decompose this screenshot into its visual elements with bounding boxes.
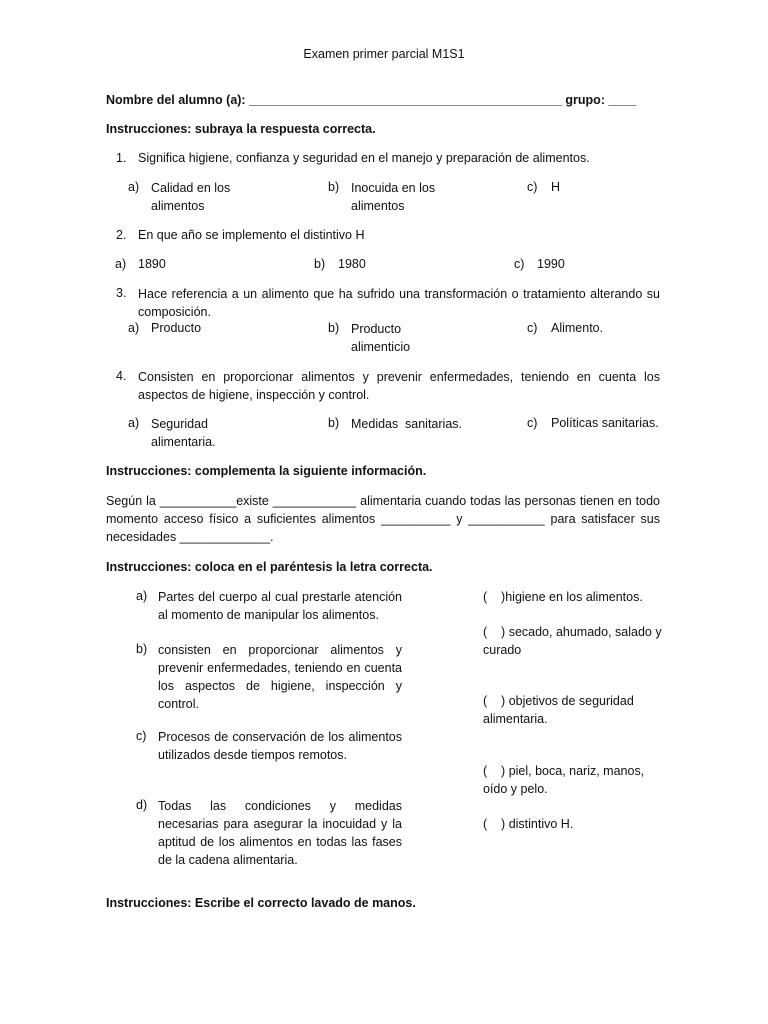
match-item-d: Todas las condiciones y medidas necesarias para asegurar la inocuidad y la aptitud de los alimentos en todas las fases de la cadena alimentaria. <box>158 799 402 867</box>
name-label: Nombre del alumno (a): <box>106 93 246 107</box>
q1-option-a-letter: a) <box>128 180 140 194</box>
student-name-line <box>106 93 636 107</box>
q4-option-b[interactable]: Medidas sanitarias. <box>351 417 462 431</box>
q2-option-b-letter: b) <box>314 257 326 271</box>
match-item-a: Partes del cuerpo al cual prestarle atención al momento de manipular los alimentos. <box>158 590 402 622</box>
group-blank[interactable]: ____ <box>608 93 637 107</box>
match-answer-3[interactable]: ( ) objetivos de seguridad alimentaria. <box>483 694 638 726</box>
section2-instructions: Instrucciones: complementa la siguiente información. <box>106 464 427 478</box>
q3-option-a[interactable]: Producto <box>151 321 202 335</box>
question-2-number: 2. <box>116 228 127 242</box>
match-answer-2[interactable]: ( ) secado, ahumado, salado y curado <box>483 625 666 657</box>
match-item-c: Procesos de conservación de los alimentos utilizados desde tiempos remotos. <box>158 730 402 762</box>
q4-option-a[interactable]: Seguridad alimentaria. <box>151 417 216 449</box>
question-4-text: Consisten en proporcionar alimentos y prevenir enfermedades, teniendo en cuenta los aspectos de higiene, inspección y control. <box>138 370 660 402</box>
match-item-c-letter: c) <box>136 729 147 743</box>
q1-option-a[interactable]: Calidad en los alimentos <box>151 181 231 213</box>
q4-option-b-letter: b) <box>328 416 340 430</box>
q2-option-b[interactable]: 1980 <box>338 257 366 271</box>
q4-option-c-letter: c) <box>527 416 538 430</box>
name-blank[interactable]: _____________________________________________ <box>249 93 562 107</box>
match-item-a-letter: a) <box>136 589 148 603</box>
section4-instructions: Instrucciones: Escribe el correcto lavado de manos. <box>106 896 416 910</box>
q1-option-b-letter: b) <box>328 180 340 194</box>
q3-option-a-letter: a) <box>128 321 140 335</box>
match-answer-4[interactable]: ( ) piel, boca, nariz, manos, oído y pelo. <box>483 764 648 796</box>
match-item-b-letter: b) <box>136 642 148 656</box>
q2-option-a-letter: a) <box>115 257 127 271</box>
match-answer-5[interactable]: ( ) distintivo H. <box>483 817 574 831</box>
q3-option-c[interactable]: Alimento. <box>551 321 604 335</box>
fill-in-paragraph[interactable]: Según la ___________existe ____________ alimentaria cuando todas las personas tienen en todo momento acceso físico a suficientes alimentos __________ y ___________ para satisfacer sus necesidades _____________. <box>106 494 660 544</box>
q4-option-a-letter: a) <box>128 416 140 430</box>
match-item-b: consisten en proporcionar alimentos y prevenir enfermedades, teniendo en cuenta los aspectos de higiene, inspección y control. <box>158 643 402 711</box>
question-1-number: 1. <box>116 151 127 165</box>
q1-option-c[interactable]: H <box>551 180 561 194</box>
question-1-text: Significa higiene, confianza y seguridad en el manejo y preparación de alimentos. <box>138 151 590 165</box>
page-title: Examen primer parcial M1S1 <box>303 47 465 61</box>
q2-option-c-letter: c) <box>514 257 525 271</box>
q3-option-b-letter: b) <box>328 321 340 335</box>
q3-option-c-letter: c) <box>527 321 538 335</box>
q4-option-c[interactable]: Políticas sanitarias. <box>551 416 659 430</box>
group-label: grupo: <box>565 93 605 107</box>
question-3-text: Hace referencia a un alimento que ha sufrido una transformación o tratamiento alterando su composición. <box>138 287 660 319</box>
match-answer-1[interactable]: ( )higiene en los alimentos. <box>483 590 643 604</box>
q1-option-c-letter: c) <box>527 180 538 194</box>
question-4-number: 4. <box>116 369 127 383</box>
section1-instructions: Instrucciones: subraya la respuesta correcta. <box>106 122 376 136</box>
section3-instructions: Instrucciones: coloca en el paréntesis la letra correcta. <box>106 560 433 574</box>
question-2-text: En que año se implemento el distintivo H <box>138 228 365 242</box>
q2-option-c[interactable]: 1990 <box>537 257 565 271</box>
match-item-d-letter: d) <box>136 798 148 812</box>
q1-option-b[interactable]: Inocuida en los alimentos <box>351 181 436 213</box>
q3-option-b[interactable]: Producto alimenticio <box>351 322 411 354</box>
question-3-number: 3. <box>116 286 127 300</box>
q2-option-a[interactable]: 1890 <box>138 257 166 271</box>
